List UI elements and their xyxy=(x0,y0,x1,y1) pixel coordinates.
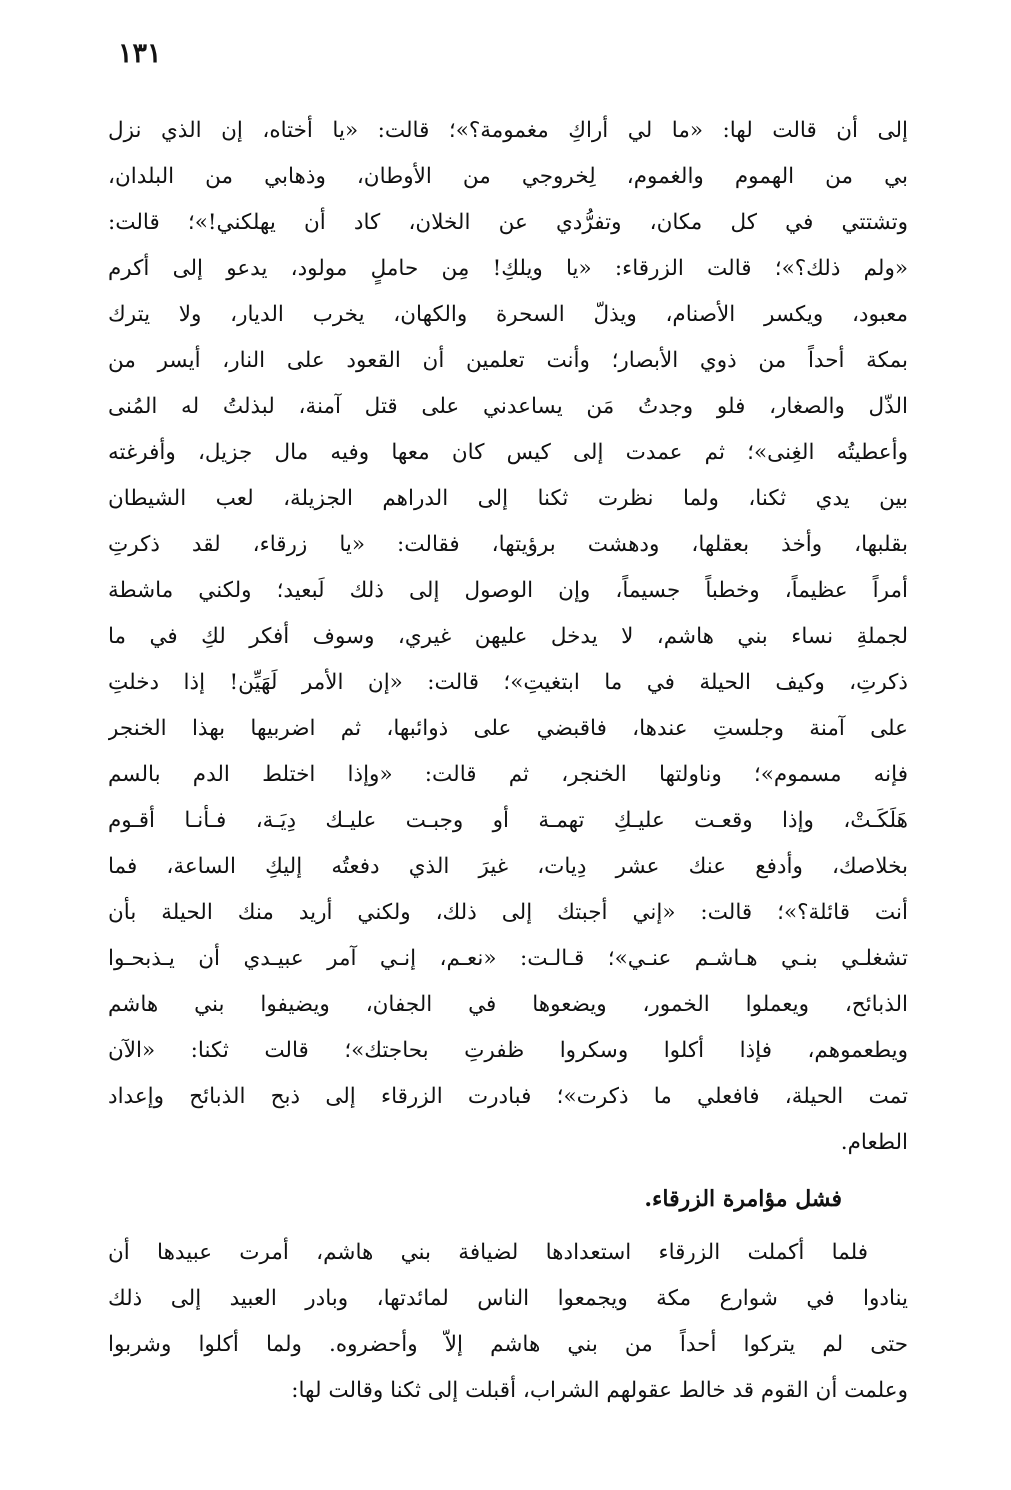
page-number: ١٣١ xyxy=(118,38,162,69)
text-line: ويطعموهم، فإذا أكلوا وسكروا ظفرتِ بحاجتك»؛ قالت ثكنا: «الآن xyxy=(108,1038,908,1063)
text-line: بمكة أحداً من ذوي الأبصار؛ وأنت تعلمين أن القعود على النار، أيسر من xyxy=(108,348,908,373)
paragraph-1 xyxy=(108,108,908,1166)
text-line: الذبائح، ويعملوا الخمور، ويضعوها في الجفان، ويضيفوا بني هاشم xyxy=(108,992,908,1017)
text-line: ينادوا في شوارع مكة ويجمعوا الناس لمائدتها، وبادر العبيد إلى ذلك xyxy=(108,1286,908,1311)
text-line: أنت قائلة؟»؛ قالت: «إني أجبتك إلى ذلك، ولكني أريد منك الحيلة بأن xyxy=(108,900,908,925)
page-body xyxy=(108,108,908,1414)
text-line: إلى أن قالت لها: «ما لي أراكِ مغمومة؟»؛ قالت: «يا أختاه، إن الذي نزل xyxy=(108,118,908,143)
text-line: تشغلـي بنـي هـاشـم عنـي»؛ قـالـت: «نعـم، إنـي آمر عبيـدي أن يـذبحـوا xyxy=(108,946,908,971)
text-line: معبود، ويكسر الأصنام، ويذلّ السحرة والكهان، يخرب الديار، ولا يترك xyxy=(108,302,908,327)
text-line: هَلَكَـتْ، وإذا وقعـت عليـكِ تهمـة أو وجبـت عليـك دِيَـة، فـأنـا أقـوم xyxy=(108,808,908,833)
text-line: بي من الهموم والغموم، لِخروجي من الأوطان، وذهابي من البلدان، xyxy=(108,164,908,189)
paragraph-2 xyxy=(108,1230,908,1414)
text-line: على آمنة وجلستِ عندها، فاقبضي على ذوائبها، ثم اضربيها بهذا الخنجر xyxy=(108,716,908,741)
text-line: فإنه مسموم»؛ وناولتها الخنجر، ثم قالت: «وإذا اختلط الدم بالسم xyxy=(108,762,908,787)
text-line: بخلاصك، وأدفع عنك عشر دِيات، غيرَ الذي دفعتُه إليكِ الساعة، فما xyxy=(108,854,908,879)
text-line: فلما أكملت الزرقاء استعدادها لضيافة بني هاشم، أمرت عبيدها أن xyxy=(108,1240,868,1265)
text-line: الذّل والصغار، فلو وجدتُ مَن يساعدني على قتل آمنة، لبذلتُ له المُنى xyxy=(108,394,908,419)
text-line: بين يدي ثكنا، ولما نظرت ثكنا إلى الدراهم الجزيلة، لعب الشيطان xyxy=(108,486,908,511)
text-line: «ولم ذلك؟»؛ قالت الزرقاء: «يا ويلكِ! مِن حاملٍ مولود، يدعو إلى أكرم xyxy=(108,256,908,281)
text-line: بقلبها، وأخذ بعقلها، ودهشت برؤيتها، فقالت: «يا زرقاء، لقد ذكرتِ xyxy=(108,532,908,557)
text-line: الطعام. xyxy=(840,1130,908,1155)
text-line: تمت الحيلة، فافعلي ما ذكرت»؛ فبادرت الزرقاء إلى ذبح الذبائح وإعداد xyxy=(108,1084,908,1109)
text-line: ذكرتِ، وكيف الحيلة في ما ابتغيتِ»؛ قالت: «إن الأمر لَهَيِّن! إذا دخلتِ xyxy=(108,670,908,695)
text-line: أمراً عظيماً، وخطباً جسيماً، وإن الوصول إلى ذلك لَبعيد؛ ولكني ماشطة xyxy=(108,578,908,603)
text-line: حتى لم يتركوا أحداً من بني هاشم إلاّ وأحضروه. ولما أكلوا وشربوا xyxy=(108,1332,908,1357)
spacer xyxy=(108,1222,908,1230)
text-line: وتشتتي في كل مكان، وتفرُّدي عن الخلان، كاد أن يهلكني!»؛ قالت: xyxy=(108,210,908,235)
text-line: وعلمت أن القوم قد خالط عقولهم الشراب، أقبلت إلى ثكنا وقالت لها: xyxy=(291,1378,908,1403)
text-line: وأعطيتُه الغِنى»؛ ثم عمدت إلى كيس كان معها وفيه مال جزيل، وأفرغته xyxy=(108,440,908,465)
text-line: لجملةِ نساء بني هاشم، لا يدخل عليهن غيري، وسوف أفكر لكِ في ما xyxy=(108,624,908,649)
section-heading: فشل مؤامرة الزرقاء. xyxy=(644,1186,842,1212)
